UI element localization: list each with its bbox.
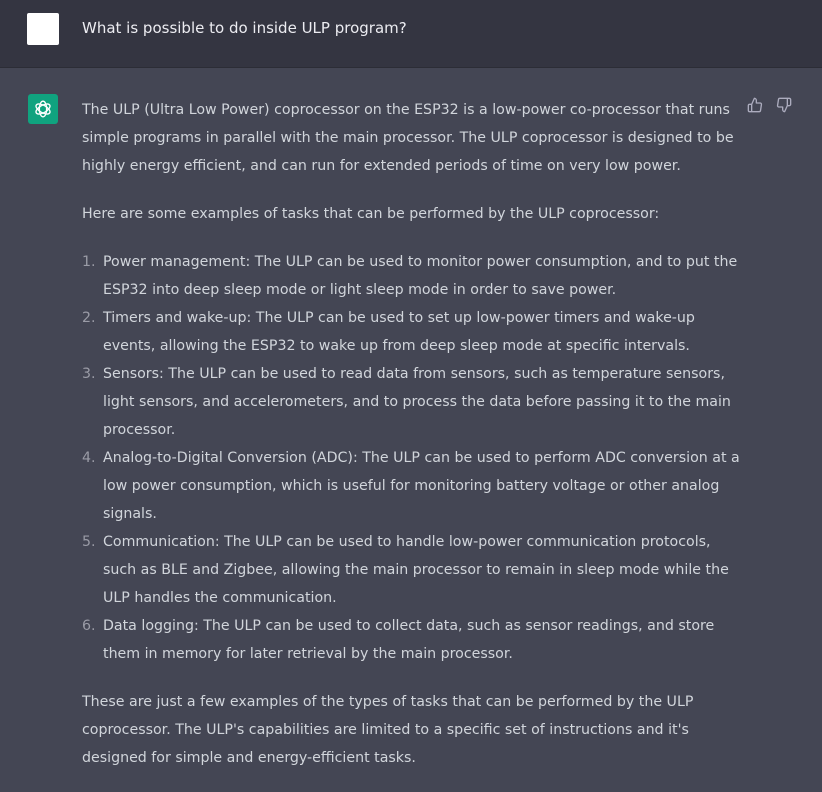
list-item: [82, 444, 742, 528]
answer-intro-paragraph: The ULP (Ultra Low Power) coprocessor on the ESP32 is a low-power co-processor that runs simple programs in parallel with the main processor. The ULP coprocessor is designed to be highly energy efficient, and can run for extended periods of time on very low power.: [82, 102, 734, 174]
list-item: [82, 528, 742, 612]
list-number: 1.: [82, 254, 96, 270]
assistant-answer: [82, 96, 742, 792]
list-number: 6.: [82, 618, 96, 634]
feedback-buttons: [746, 96, 792, 113]
user-avatar: [27, 13, 59, 45]
examples-list: [82, 248, 742, 668]
user-question: What is possible to do inside ULP program?: [82, 19, 407, 37]
list-item-text: Data logging: The ULP can be used to collect data, such as sensor readings, and store them in memory for later retrieval by the main processor.: [103, 618, 715, 662]
list-number: 3.: [82, 366, 96, 382]
list-number: 2.: [82, 310, 96, 326]
list-item-text: Sensors: The ULP can be used to read data from sensors, such as temperature sensors, light sensors, and accelerometers, and to process the data before passing it to the main processor.: [103, 366, 731, 438]
list-item: [82, 304, 742, 360]
openai-logo-icon: [28, 94, 58, 124]
user-message-row: [0, 0, 822, 68]
list-item-text: Communication: The ULP can be used to handle low-power communication protocols, such as BLE and Zigbee, allowing the main processor to remain in sleep mode while the ULP handles the communication.: [103, 534, 729, 606]
list-item: [82, 248, 742, 304]
list-item-text: Power management: The ULP can be used to monitor power consumption, and to put the ESP32 into deep sleep mode or light sleep mode in order to save power.: [103, 254, 738, 298]
list-number: 4.: [82, 450, 96, 466]
list-item-text: Timers and wake-up: The ULP can be used to set up low-power timers and wake-up events, allowing the ESP32 to wake up from deep sleep mode at specific intervals.: [103, 310, 695, 354]
list-item-text: Analog-to-Digital Conversion (ADC): The ULP can be used to perform ADC conversion at a low power consumption, which is useful for monitoring battery voltage or other analog signals.: [103, 450, 740, 522]
answer-examples-lead: Here are some examples of tasks that can be performed by the ULP coprocessor:: [82, 206, 660, 222]
list-item: [82, 612, 742, 668]
list-item: [82, 360, 742, 444]
list-number: 5.: [82, 534, 96, 550]
answer-conclusion-paragraph: These are just a few examples of the types of tasks that can be performed by the ULP coprocessor. The ULP's capabilities are limited to a specific set of instructions and it's designed for simple and energy-efficient tasks.: [82, 694, 694, 766]
assistant-message-row: [0, 68, 822, 783]
thumbs-down-icon[interactable]: [775, 96, 792, 113]
thumbs-up-icon[interactable]: [746, 96, 763, 113]
